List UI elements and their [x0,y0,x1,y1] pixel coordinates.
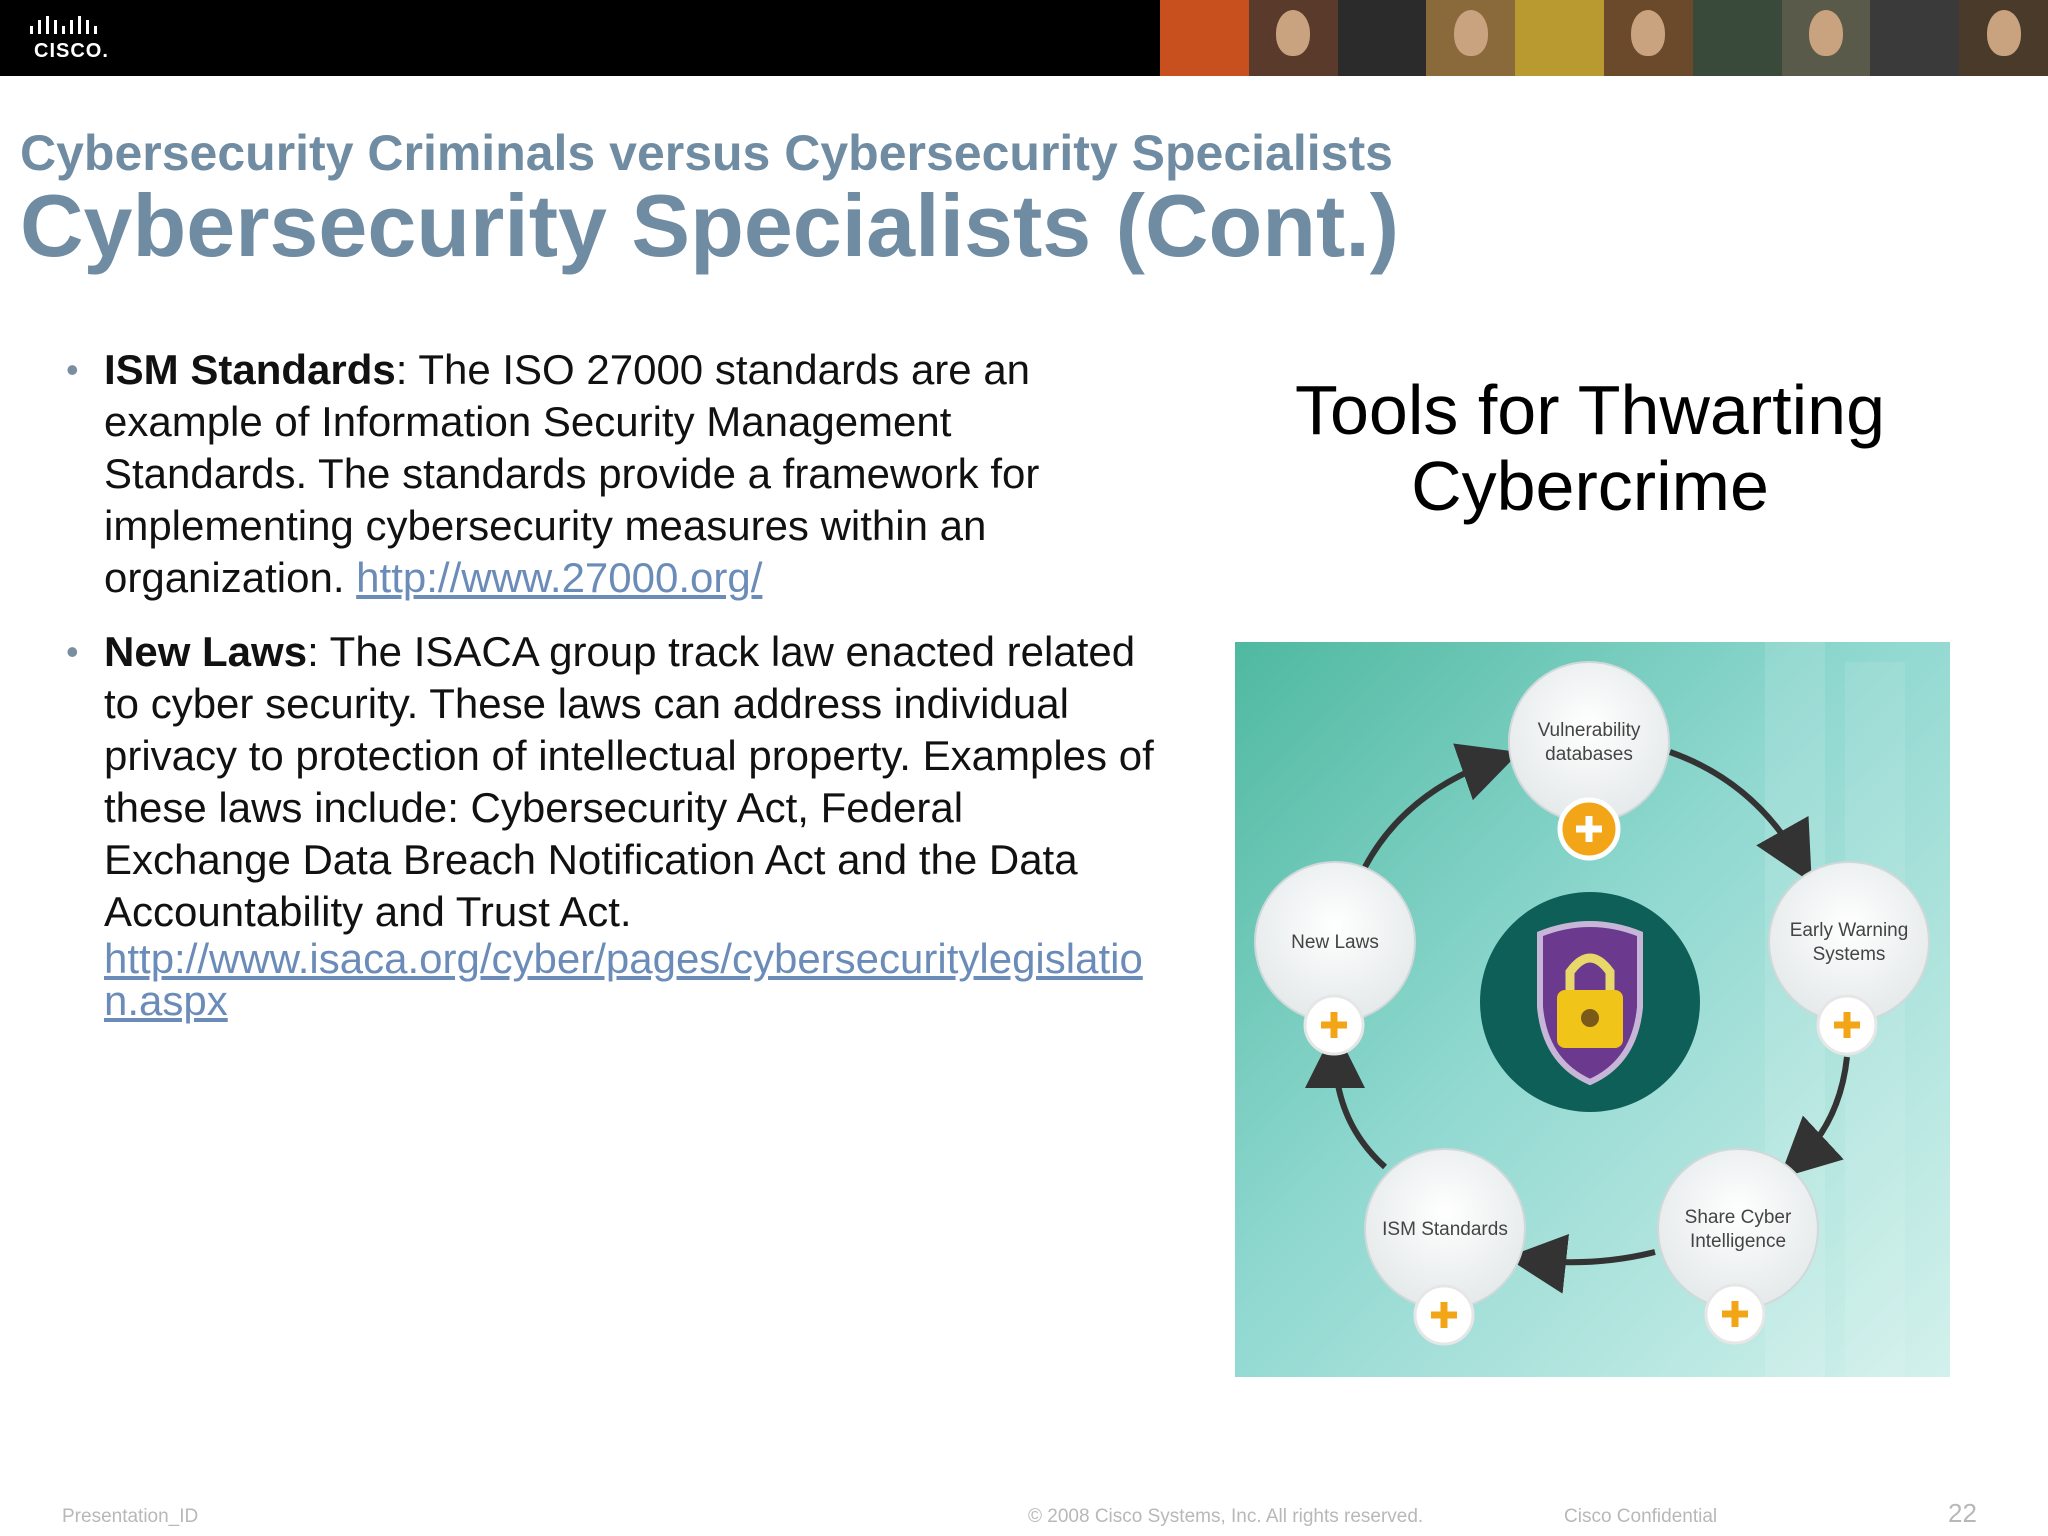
confidential-label: Cisco Confidential [1564,1506,1718,1527]
header-photo [1959,0,2048,76]
bullet-text: : The ISACA group track law enacted related to cyber security. These laws can address individual privacy to protection of intellectual property. Examples of these laws include: Cybersecurity Act, Federal Exchange Data Breach Notification Act and the Data Accountability and Trust Act. [104,628,1154,935]
bullet-term: New Laws [104,628,308,675]
header-photo [1338,0,1427,76]
face-icon [1276,10,1310,56]
header-photo [1870,0,1959,76]
node-label: Vulnerability [1537,720,1641,741]
bullet-ism-standards [66,344,1156,604]
header-photo-strip [1160,0,2048,76]
node-label: New Laws [1291,932,1379,953]
face-icon [1987,10,2021,56]
bullet-term: ISM Standards [104,346,396,393]
copyright-text: © 2008 Cisco Systems, Inc. All rights reserved. [1028,1506,1424,1527]
header-photo [1515,0,1604,76]
node-label: Share Cyber [1684,1207,1792,1228]
header-photo [1693,0,1782,76]
header-photo [1160,0,1249,76]
header-photo [1249,0,1338,76]
bullet-new-laws [66,626,1156,1022]
face-icon [1631,10,1665,56]
header-photo [1426,0,1515,76]
header-bar [0,0,2048,76]
header-photo [1782,0,1871,76]
cisco-bars-icon [28,14,114,38]
node-label: databases [1545,744,1633,765]
face-icon [1454,10,1488,56]
node-label: Early Warning [1789,920,1909,941]
bullet-text: : The ISO 27000 standards are an example of Information Security Management Standards. The standards provide a framework for implementing cybersecurity measures within an organization. [104,346,1040,601]
cisco-logo [28,14,118,64]
header-photo [1604,0,1693,76]
slide-subtitle: Cybersecurity Criminals versus Cybersecurity Specialists [20,125,1393,181]
tools-cycle-diagram [1235,642,1950,1377]
page-number: 22 [1948,1498,1977,1528]
iso27000-link[interactable]: http://www.27000.org/ [356,554,763,601]
node-label: ISM Standards [1382,1219,1508,1240]
isaca-link[interactable]: http://www.isaca.org/cyber/pages/cybersecuritylegislation.aspx [104,935,1143,1024]
slide-title: Cybersecurity Specialists (Cont.) [20,176,1400,275]
node-label: Systems [1812,944,1886,965]
figure-title: Tools for Thwarting Cybercrime [1294,371,1886,525]
presentation-id: Presentation_ID [62,1506,199,1527]
cisco-logo-text: CISCO. [34,40,109,62]
face-icon [1809,10,1843,56]
node-label: Intelligence [1689,1231,1787,1252]
bullet-list [66,344,1156,1044]
